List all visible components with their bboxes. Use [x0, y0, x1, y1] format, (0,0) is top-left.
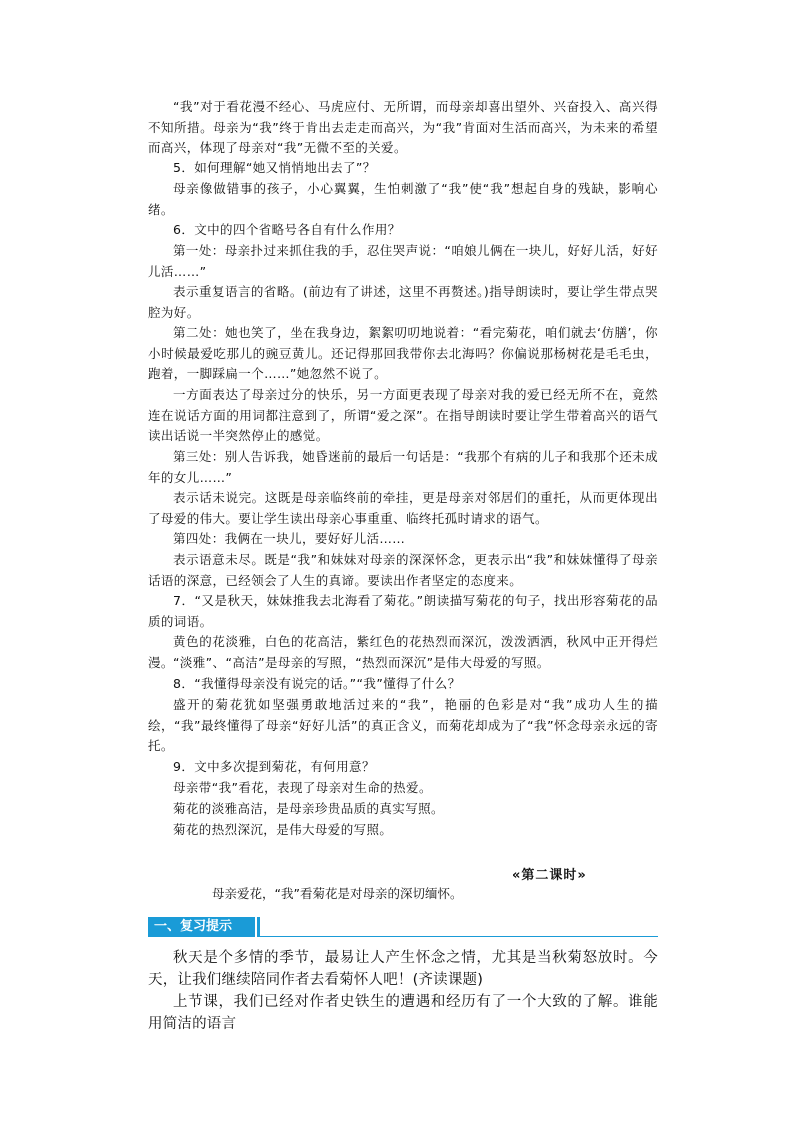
banner-underline	[260, 936, 658, 937]
paragraph: 第四处：我俩在一块儿，要好好儿活……	[173, 531, 406, 546]
banner-stripe	[257, 917, 260, 937]
paragraph: 表示话未说完。这既是母亲临终前的牵挂，更是母亲对邻居们的重托，从而更体现出了母爱的伟大。要让学生读出母亲心事重重、临终托孤时请求的语气。	[148, 490, 658, 526]
section-banner	[148, 917, 658, 937]
paragraph: 秋天是个多情的季节，最易让人产生怀念之情，尤其是当秋菊怒放时。今天，让我们继续陪同作者去看菊怀人吧！(齐读课题)	[148, 950, 658, 988]
paragraph: 第一处：母亲扑过来抓住我的手，忍住哭声说：“咱娘儿俩在一块儿，好好儿活，好好儿活……”	[148, 243, 658, 279]
paragraph: 盛开的菊花犹如坚强勇敢地活过来的“我”，艳丽的色彩是对“我”成功人生的描绘，“我”最终懂得了母亲“好好儿活”的真正含义，而菊花却成为了“我”怀念母亲永远的寄托。	[148, 697, 658, 753]
paragraph: “我”对于看花漫不经心、马虎应付、无所谓，而母亲却喜出望外、兴奋投入、高兴得不知所措。母亲为“我”终于肯出去走走而高兴，为“我”肯面对生活而高兴，为未来的希望而高兴，体现了母亲对“我”无微不至的关爱。	[148, 99, 658, 155]
paragraph: 第三处：别人告诉我，她昏迷前的最后一句话是：“我那个有病的儿子和我那个还未成年的女儿……”	[148, 449, 658, 485]
paragraph: “淡雅”、“高洁”是母亲的写照，“热烈而深沉”是伟大母爱的写照。	[173, 655, 550, 670]
question-8: 8．“我懂得母亲没有说完的话。”“我”懂得了什么？	[173, 676, 461, 691]
banner-title: 一、复习提示	[154, 919, 233, 934]
question-9: 9．文中多次提到菊花，有何用意？	[173, 759, 375, 774]
summary-line: 母亲爱花，“我”看菊花是对母亲的深切缅怀。	[212, 886, 463, 901]
paragraph: 上节课，我们已经对作者史铁生的遭遇和经历有了一个大致的了解。谁能用简洁的语言	[148, 994, 658, 1032]
paragraph: 母亲像做错事的孩子，小心翼翼，生怕刺激了“我”使“我”想起自身的残缺，影响心绪。	[148, 181, 658, 217]
paragraph: 菊花的淡雅高洁，是母亲珍贵品质的真实写照。	[173, 801, 444, 816]
paragraph: 表示语意未尽。既是“我”和妹妹对母亲的深深怀念，更表示出“我”和妹妹懂得了母亲话语的深意，已经领会了人生的真谛。要读出作者坚定的态度来。	[148, 552, 658, 588]
paragraph: 黄色的花淡雅，白色的花高洁，紫红色的花热烈而深沉，泼泼洒洒，秋风中正开得烂漫。	[148, 634, 658, 670]
paragraph: 表示重复语言的省略。(前边有了讲述，这里不再赘述。)指导朗读时，要让学生带点哭腔为好。	[148, 284, 658, 320]
lesson-tag: «第二课时»	[512, 868, 587, 883]
question-6: 6．文中的四个省略号各自有什么作用？	[173, 222, 401, 237]
question-5: 5．如何理解“她又悄悄地出去了”？	[173, 160, 376, 175]
paragraph: 母亲带“我”看花，表现了母亲对生命的热爱。	[173, 780, 432, 795]
paragraph: 菊花的热烈深沉，是伟大母爱的写照。	[173, 822, 393, 837]
paragraph: 第二处：她也笑了，坐在我身边，絮絮叨叨地说着：“看完菊花，咱们就去‘仿膳’，你小时候最爱吃那儿的豌豆黄儿。还记得那回我带你去北海吗？你偏说那杨树花是毛毛虫，跑着，一脚踩扁一个……”她忽然不说了。	[148, 325, 658, 381]
paragraph: 一方面表达了母亲过分的快乐，另一方面更表现了母亲对我的爱已经无所不在，竟然连在说话方面的用词都注意到了，所谓“爱之深”。在指导朗读时要让学生带着高兴的语气读出话说一半突然停止的感觉。	[148, 387, 658, 443]
question-7: 7．“又是秋天，妹妹推我去北海看了菊花。”朗读描写菊花的句子，找出形容菊花的品质的词语。	[148, 593, 658, 629]
